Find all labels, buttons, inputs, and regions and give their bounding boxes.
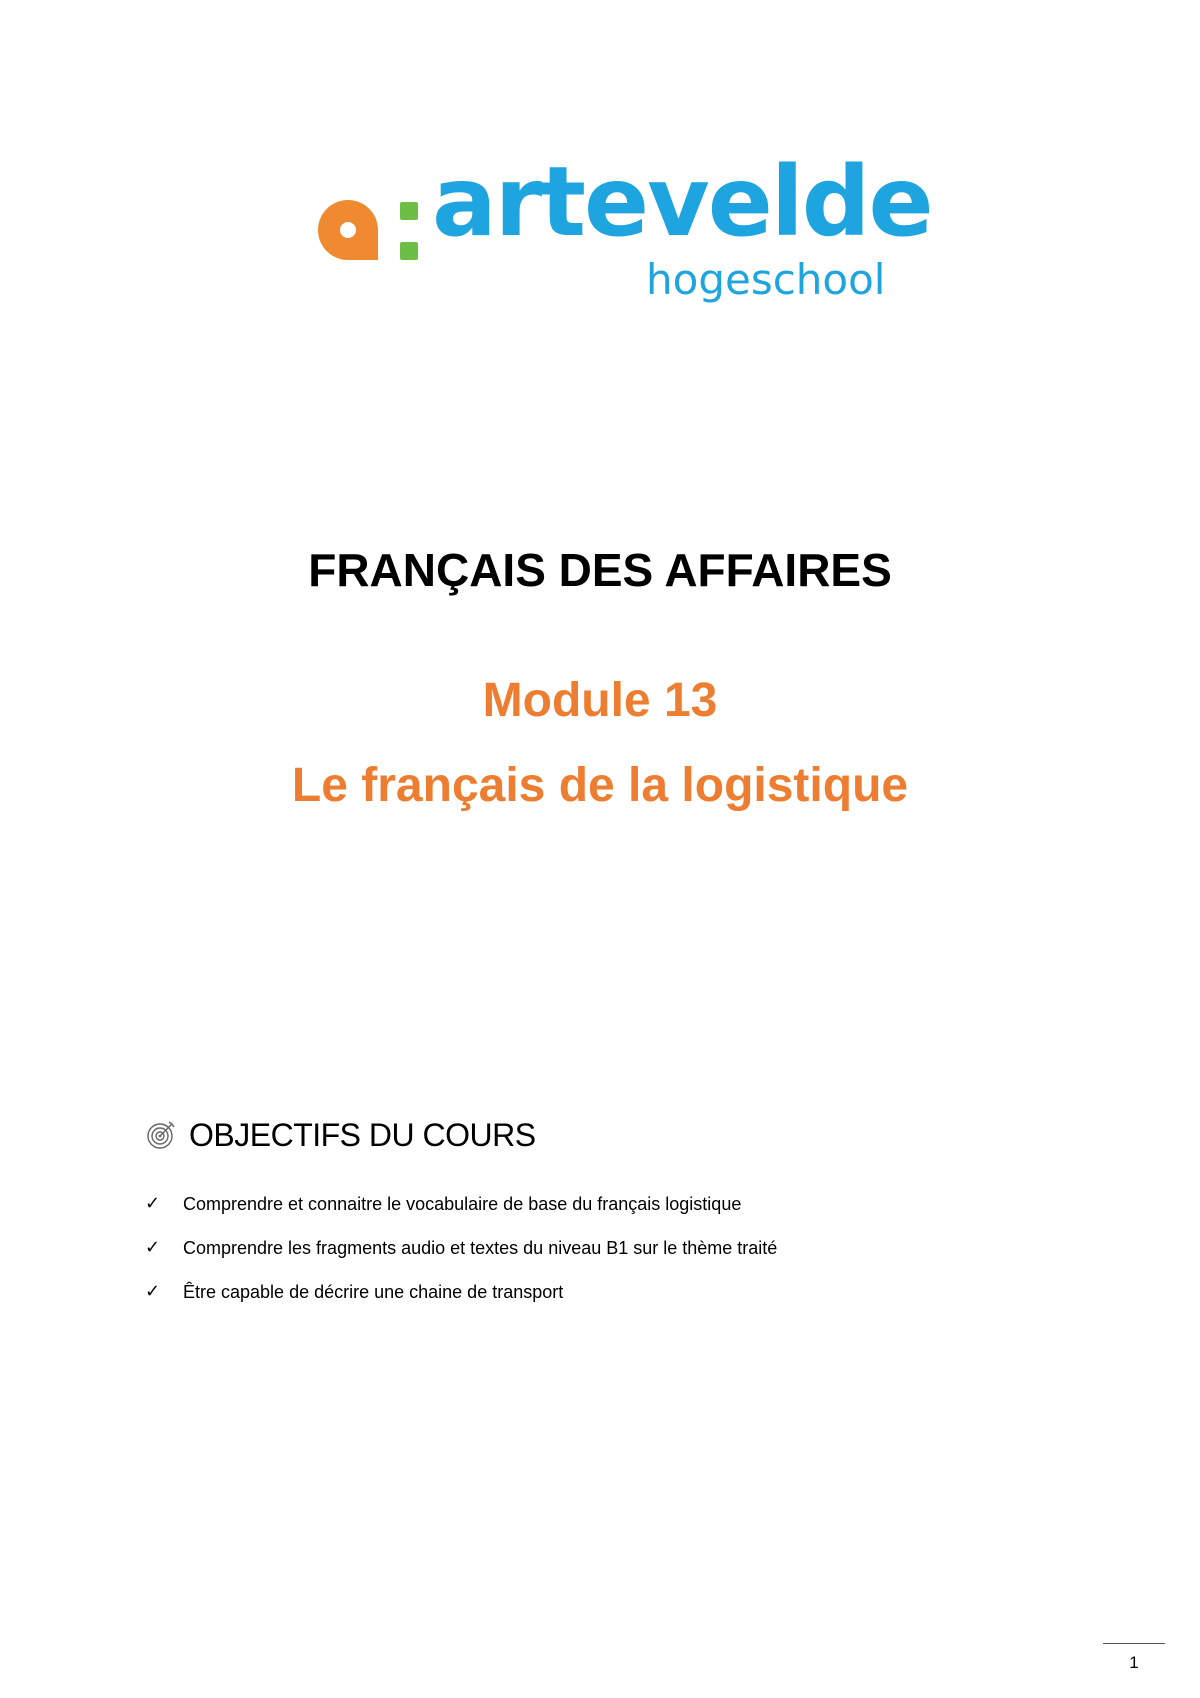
objective-text: Comprendre et connaitre le vocabulaire de base du français logistique <box>183 1194 742 1214</box>
logo-subtitle: hogeschool <box>646 255 886 304</box>
objective-text: Comprendre les fragments audio et textes du niveau B1 sur le thème traité <box>183 1238 778 1258</box>
objectives-heading <box>145 1110 1095 1160</box>
footer-divider <box>1103 1643 1165 1644</box>
check-icon: ✓ <box>145 1237 161 1258</box>
check-icon: ✓ <box>145 1281 161 1302</box>
objectives-heading-text: OBJECTIFS DU COURS <box>189 1117 536 1153</box>
arteveld-logo <box>310 146 932 320</box>
list-item <box>145 1226 1095 1270</box>
page-number: 1 <box>1129 1653 1139 1672</box>
list-item <box>145 1182 1095 1226</box>
logo-wordmark <box>432 146 932 258</box>
logo-wordmark-main: arteveld <box>432 146 869 258</box>
logo-wordmark-end: e <box>868 146 932 258</box>
module-title: Module 13 <box>482 674 718 727</box>
objective-text: Être capable de décrire une chaine de transport <box>183 1282 564 1302</box>
objectives-list <box>145 1182 1095 1314</box>
list-item <box>145 1270 1095 1314</box>
module-subtitle: Le français de la logistique <box>291 759 909 812</box>
course-objectives <box>145 1110 1095 1314</box>
target-icon <box>145 1119 177 1151</box>
check-icon: ✓ <box>145 1193 161 1214</box>
course-title: FRANÇAIS DES AFFAIRES <box>308 544 892 596</box>
